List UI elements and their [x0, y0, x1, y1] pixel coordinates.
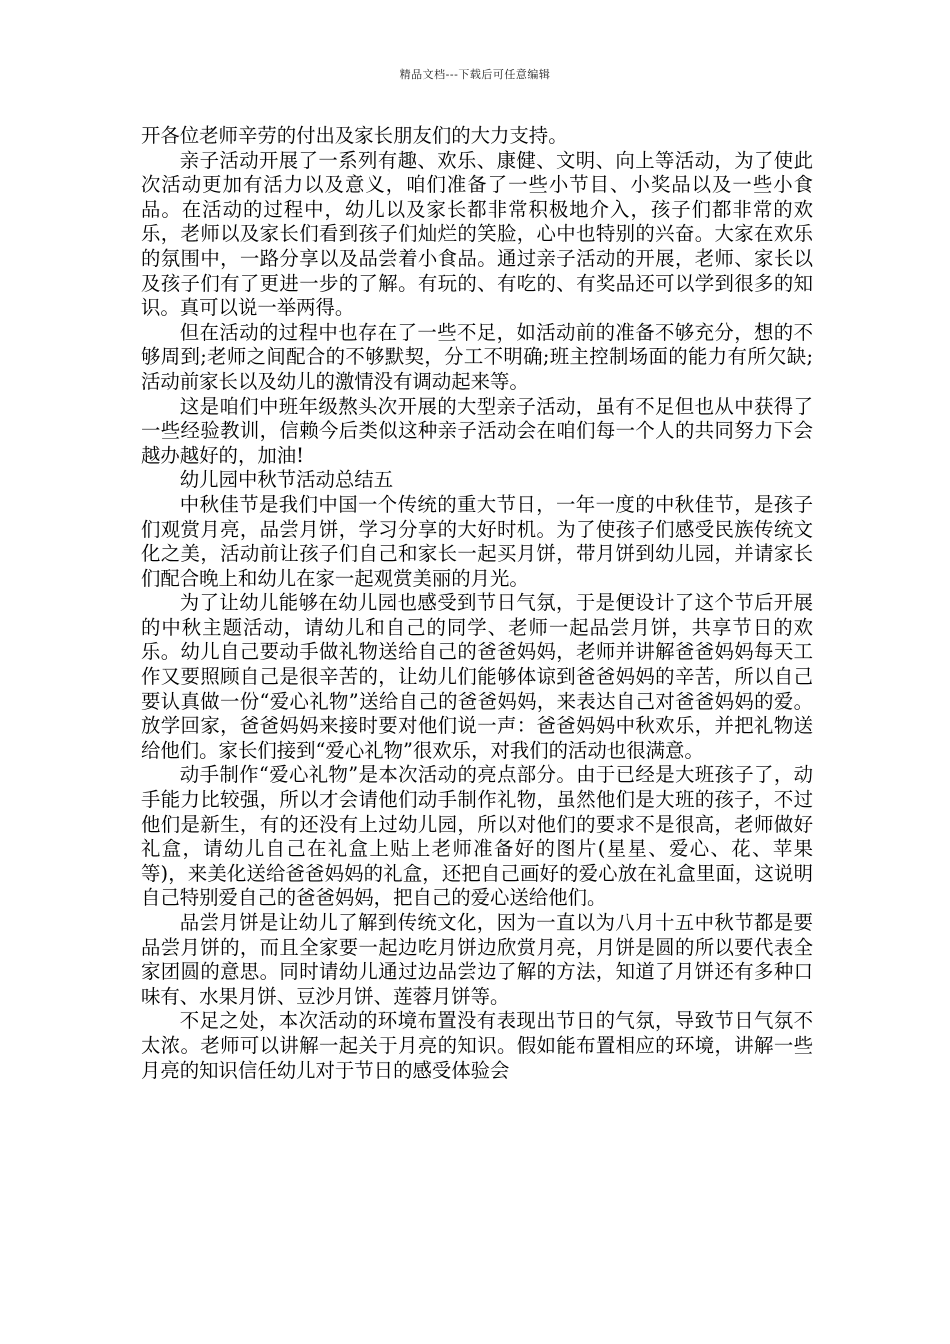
- paragraph-mid-autumn-intro: 中秋佳节是我们中国一个传统的重大节日，一年一度的中秋佳节，是孩子们观赏月亮，品尝月饼，学习分享的大好时机。为了使孩子们感受民族传统文化之美，活动前让孩子们自己和家长一起买月饼，带月饼到幼儿园，并请家长们配合晚上和幼儿在家一起观赏美丽的月光。: [141, 492, 813, 590]
- paragraph-activity-overview: 亲子活动开展了一系列有趣、欢乐、康健、文明、向上等活动，为了使此次活动更加有活力以及意义，咱们准备了一些小节目、小奖品以及一些小食品。在活动的过程中，幼儿以及家长都非常积极地介入，孩子们都非常的欢乐，老师以及家长们看到孩子们灿烂的笑脸，心中也特别的兴奋。大家在欢乐的氛围中，一路分享以及品尝着小食品。通过亲子活动的开展，老师、家长以及孩子们有了更进一步的了解。有玩的、有吃的、有奖品还可以学到很多的知识。真可以说一举两得。: [141, 148, 813, 320]
- paragraph-shortcomings: 但在活动的过程中也存在了一些不足，如活动前的准备不够充分，想的不够周到;老师之间配合的不够默契，分工不明确;班主控制场面的能力有所欠缺;活动前家长以及幼儿的激情没有调动起来等。: [141, 320, 813, 393]
- document-body: [141, 124, 813, 1083]
- paragraph-conclusion: 这是咱们中班年级熬头次开展的大型亲子活动，虽有不足但也从中获得了一些经验教训，信赖今后类似这种亲子活动会在咱们每一个人的共同努力下会越办越好的，加油!: [141, 394, 813, 467]
- paragraph-mooncake-tasting: 品尝月饼是让幼儿了解到传统文化，因为一直以为八月十五中秋节都是要品尝月饼的，而且全家要一起边吃月饼边欣赏月亮，月饼是圆的所以要代表全家团圆的意思。同时请幼儿通过边品尝边了解的方法，知道了月饼还有多种口味有、水果月饼、豆沙月饼、莲蓉月饼等。: [141, 911, 813, 1008]
- page-header: 精品文档---下载后可任意编辑: [399, 68, 551, 81]
- paragraph-theme-activity: 为了让幼儿能够在幼儿园也感受到节日气氛，于是便设计了这个节后开展的中秋主题活动，请幼儿和自己的同学、老师一起品尝月饼，共享节日的欢乐。幼儿自己要动手做礼物送给自己的爸爸妈妈，老师并讲解爸爸妈妈每天工作又要照顾自己是很辛苦的，让幼儿们能够体谅到爸爸妈妈的辛苦，所以自己要认真做一份“爱心礼物”送给自己的爸爸妈妈，来表达自己对爸爸妈妈的爱。放学回家，爸爸妈妈来接时要对他们说一声：爸爸妈妈中秋欢乐，并把礼物送给他们。家长们接到“爱心礼物”很欢乐，对我们的活动也很满意。: [141, 591, 813, 762]
- paragraph-improvements: 不足之处，本次活动的环境布置没有表现出节日的气氛，导致节日气氛不太浓。老师可以讲解一起关于月亮的知识。假如能布置相应的环境，讲解一些月亮的知识信任幼儿对于节日的感受体验会: [141, 1009, 813, 1082]
- paragraph-continuation: 开各位老师辛劳的付出及家长朋友们的大力支持。: [141, 124, 568, 147]
- paragraph-gift-making: 动手制作“爱心礼物”是本次活动的亮点部分。由于已经是大班孩子了，动手能力比较强，所以才会请他们动手制作礼物，虽然他们是大班的孩子，不过他们是新生，有的还没有上过幼儿园，所以对他们的要求不是很高，老师做好礼盒，请幼儿自己在礼盒上贴上老师准备好的图片(星星、爱心、花、苹果等)，来美化送给爸爸妈妈的礼盒，还把自己画好的爱心放在礼盒里面，这说明自己特别爱自己的爸爸妈妈，把自己的爱心送给他们。: [141, 763, 813, 910]
- section-heading: 幼儿园中秋节活动总结五: [179, 468, 394, 492]
